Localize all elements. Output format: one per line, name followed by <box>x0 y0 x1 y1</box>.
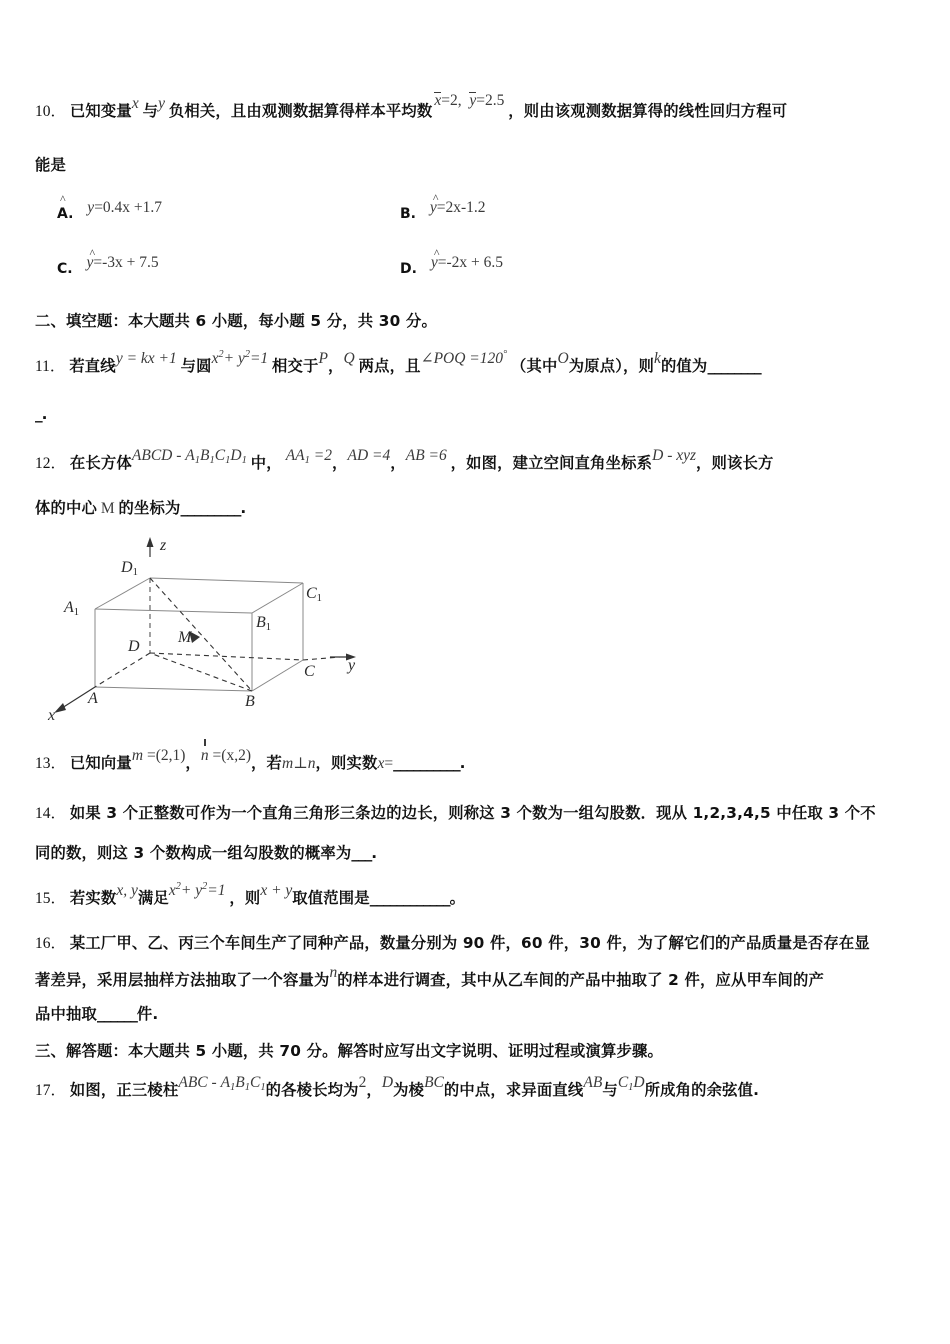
option-c-hat-y: y <box>86 254 94 271</box>
question-17-t7: 所成角的余弦值. <box>644 1081 760 1099</box>
option-d-key: D. <box>400 261 417 277</box>
option-b-key: B. <box>400 206 416 222</box>
question-16-line3 <box>35 1006 158 1023</box>
question-11-t7: 为原点），则 <box>568 357 655 375</box>
question-17-line-ab: AB <box>583 1074 603 1091</box>
sub-b1: 1 <box>209 455 215 466</box>
question-13-t2: ， <box>185 754 201 772</box>
vector-n-symbol: n <box>200 747 209 764</box>
prism-sub-c: 1 <box>260 1082 266 1093</box>
option-c-key: C. <box>57 261 73 277</box>
c1d-c: C <box>617 1074 629 1091</box>
question-10-number: 10． <box>35 103 67 120</box>
vertex-label-b: B <box>245 693 255 710</box>
question-12-point-m: M <box>100 500 115 517</box>
question-11-line2 <box>35 406 48 423</box>
angle-poq: ∠POQ =120 <box>420 350 504 367</box>
mean-y-symbol: y <box>469 92 477 109</box>
constraint-y-exp: 2 <box>202 881 208 892</box>
option-c[interactable] <box>57 246 159 277</box>
question-13-t4: ，则实数 <box>315 754 378 772</box>
option-d-hat-y: y <box>430 254 438 271</box>
question-11-blank[interactable]: ________ <box>707 357 761 375</box>
x-axis-arrow <box>54 703 66 713</box>
edge-d-c-hidden <box>150 653 303 660</box>
cuboid-coordinate-diagram <box>40 535 380 730</box>
question-11-t4: ， <box>328 357 344 375</box>
question-17-t1: 如图，正三棱柱 <box>69 1081 179 1099</box>
question-17 <box>35 1074 760 1099</box>
question-10-text-d: ，则由该观测数据算得的线性回归方程可 <box>508 102 788 120</box>
question-17-point-d: D <box>381 1074 394 1091</box>
mean-x-value: =2, <box>441 92 462 109</box>
option-a[interactable] <box>57 192 163 222</box>
b1-sub: 1 <box>265 622 272 633</box>
question-11-period: . <box>41 405 48 423</box>
point-label-m: M <box>178 629 192 646</box>
option-c-expression <box>86 246 159 271</box>
question-16-text-line1: 某工厂甲、乙、丙三个车间生产了同种产品，数量分别为 90 件，60 件，30 件，为了解它们的产品质量是否存在显 <box>69 934 870 952</box>
question-11-var-k: k <box>654 350 661 367</box>
question-11-origin: O <box>557 350 569 367</box>
question-16-line2 <box>35 964 825 989</box>
edge-c1-b1 <box>252 583 303 613</box>
question-12-blank[interactable]: _________ <box>180 499 241 517</box>
option-a-expr: =0.4x +1.7 <box>94 199 163 216</box>
question-13-t1: 已知向量 <box>69 754 132 772</box>
question-12-t1: 在长方体 <box>69 454 132 472</box>
question-11-t5: 两点，且 <box>358 357 421 375</box>
question-17-prism-name <box>178 1074 265 1091</box>
question-12-aa1 <box>286 447 332 464</box>
question-11-circle-equation <box>212 350 269 367</box>
question-14-text-line2: 同的数，则这 3 个数构成一组勾股数的概率为 <box>35 844 352 862</box>
c1-sub: 1 <box>316 593 322 604</box>
question-16-text-line2b: 的样本进行调查，其中从乙车间的产品中抽取了 2 件，应从甲车间的产 <box>337 971 825 989</box>
comma-1: ， <box>332 454 348 472</box>
constraint-x: x <box>168 882 176 899</box>
question-13-blank[interactable]: __________ <box>393 754 460 772</box>
question-12-t4: ，则该长方 <box>696 454 774 472</box>
option-d[interactable] <box>400 246 503 277</box>
edge-a1-d1 <box>95 578 150 609</box>
question-15-t1: 若实数 <box>69 889 117 907</box>
question-15-vars: x, y <box>116 882 138 899</box>
question-12-t6: 的坐标为 <box>118 499 181 517</box>
section-2-heading: 二、填空题：本大题共 6 小题，每小题 5 分，共 30 分。 <box>35 312 437 330</box>
d1-sub: 1 <box>132 567 138 578</box>
question-16-sample-size-n: n <box>329 964 338 981</box>
diagonal-d1-b <box>150 578 252 691</box>
option-a-expression <box>60 192 163 216</box>
vector-m-symbol: m <box>131 747 144 764</box>
edge-d-b-hidden <box>150 653 252 691</box>
solid-a1: A1B1C1D1 <box>185 447 247 466</box>
vertex-label-d1 <box>121 559 138 577</box>
vertex-label-d: D <box>128 638 140 655</box>
d1-base: D <box>121 559 133 576</box>
question-17-t4: 为棱 <box>393 1081 425 1099</box>
c1d-subscript: 1 <box>628 1082 634 1093</box>
hat-accent-c: ^ <box>89 246 96 260</box>
c1-base: C <box>306 585 317 602</box>
question-12-line1 <box>35 447 774 472</box>
option-d-expression <box>430 246 503 271</box>
question-10-sample-means <box>434 92 504 109</box>
option-a-key: A. <box>57 206 74 222</box>
sub-a1: 1 <box>194 455 201 466</box>
question-12-number: 12． <box>35 455 67 472</box>
question-17-edge-length: 2 <box>358 1074 367 1091</box>
question-11-angle <box>421 350 508 367</box>
question-11-t8: 的值为 <box>660 357 708 375</box>
a1-base: A <box>64 599 74 616</box>
question-15-period: 。 <box>449 889 466 907</box>
question-10-line1 <box>35 92 788 120</box>
constraint-y: + y <box>180 882 203 899</box>
vertex-label-a: A <box>88 690 98 707</box>
question-17-line-c1d <box>618 1074 645 1091</box>
question-11-point-p: P <box>318 350 329 367</box>
constraint-rhs: =1 <box>207 882 226 899</box>
question-13-m2: m <box>282 755 294 772</box>
question-13-perp-icon: ⊥ <box>293 755 308 772</box>
question-16-number: 16． <box>35 935 67 952</box>
b1-base: B <box>256 614 266 631</box>
edge-b1-a1 <box>95 609 252 613</box>
question-17-t3: ， <box>366 1081 382 1099</box>
edge-a-b <box>95 687 252 691</box>
question-14-period: . <box>371 844 378 862</box>
option-c-expr: =-3x + 7.5 <box>93 254 159 271</box>
question-12-line2 <box>35 500 246 517</box>
question-11-point-q: Q <box>343 350 355 367</box>
a1-sub: 1 <box>73 607 80 618</box>
edge-d-a-hidden <box>95 653 150 687</box>
vertex-label-a1 <box>64 599 79 617</box>
question-16-text-line2a: 著差异，采用层抽样方法抽取了一个容量为 <box>35 971 330 989</box>
question-17-edge-bc: BC <box>424 1074 444 1091</box>
aa1-label: AA <box>285 447 305 464</box>
question-11-line1 <box>35 349 761 375</box>
question-11-t1: 若直线 <box>69 357 116 375</box>
question-12-t5: 体的中心 <box>35 499 97 517</box>
question-13-number: 13． <box>35 755 67 772</box>
circle-y-exp: 2 <box>244 349 250 360</box>
question-12-solid-name <box>132 447 247 464</box>
vertex-label-c1 <box>306 585 322 603</box>
prism-sub-a: 1 <box>230 1082 236 1093</box>
axis-label-x: x <box>48 707 56 724</box>
aa1-value: =2 <box>313 447 332 464</box>
question-10-var-y: y <box>158 95 166 112</box>
question-12-t2: 中， <box>250 454 282 472</box>
question-12-period: . <box>240 499 247 517</box>
vector-n-value: =(x,2) <box>212 747 251 764</box>
question-11-number: 11． <box>35 358 66 375</box>
axis-label-y: y <box>348 657 356 674</box>
question-10-text-b: 与 <box>142 102 159 120</box>
question-15-objective: x + y <box>260 882 293 899</box>
prism-sub-b: 1 <box>244 1082 251 1093</box>
question-13-n2: n <box>307 755 316 772</box>
axis-label-z: z <box>160 537 167 554</box>
question-15 <box>35 881 466 907</box>
option-b[interactable] <box>400 191 486 222</box>
question-14-blank[interactable]: ___ <box>351 844 372 862</box>
question-12-t3: ，如图，建立空间直角坐标系 <box>450 454 653 472</box>
question-11-t6: （其中 <box>511 357 558 375</box>
option-d-expr: =-2x + 6.5 <box>437 254 503 271</box>
question-13-vector-n <box>201 747 251 764</box>
question-15-constraint <box>169 882 226 899</box>
question-10-var-x: x <box>131 95 139 112</box>
prism-a1b1c1: A1B1C1 <box>220 1074 266 1093</box>
vertex-label-c: C <box>304 663 315 680</box>
z-axis-arrow <box>147 537 154 547</box>
c1d-d: D <box>633 1074 645 1091</box>
question-13 <box>35 747 466 772</box>
question-12-coord-system: D - xyz <box>652 447 697 464</box>
hat-accent-b: ^ <box>432 191 439 205</box>
mean-y-value: =2.5 <box>476 92 505 109</box>
question-14-line2 <box>35 845 377 862</box>
vector-m-value: =(2,1) <box>146 747 186 764</box>
question-13-period: . <box>459 754 466 772</box>
question-13-vector-m <box>132 747 186 764</box>
question-17-t2: 的各棱长均为 <box>265 1081 359 1099</box>
question-13-var-x: x <box>377 755 385 772</box>
question-15-blank[interactable]: ____________ <box>369 889 450 907</box>
question-14-number: 14． <box>35 805 67 822</box>
question-15-number: 15． <box>35 890 67 907</box>
prism-abc: ABC - <box>178 1074 217 1091</box>
question-14-text-line1: 如果 3 个正整数可作为一个直角三角形三条边的边长，则称这 3 个数为一组勾股数．现从 1,2,3,4,5 中任取 3 个不 <box>69 804 876 822</box>
option-a-hat-y: y <box>87 199 95 216</box>
edge-b-c <box>252 660 303 691</box>
question-10-text-a: 已知变量 <box>69 102 132 120</box>
question-12-ab: AB =6 <box>405 447 447 464</box>
edge-d1-c1 <box>150 578 303 583</box>
question-16-blank[interactable]: ______ <box>97 1005 137 1023</box>
circle-x: x <box>211 350 219 367</box>
solid-abcd: ABCD - <box>131 447 182 464</box>
question-16-text-line3a: 品中抽取 <box>35 1005 97 1023</box>
question-17-number: 17． <box>35 1082 67 1099</box>
circle-x-exp: 2 <box>218 349 224 360</box>
question-17-t5: 的中点，求异面直线 <box>443 1081 584 1099</box>
question-10-text-c: 负相关，且由观测数据算得样本平均数 <box>168 102 433 120</box>
vertex-label-b1 <box>256 614 271 632</box>
sub-c1: 1 <box>225 455 231 466</box>
hat-accent-d: ^ <box>433 246 440 260</box>
sub-d1: 1 <box>241 455 247 466</box>
question-13-equals: = <box>384 755 394 772</box>
mean-x-symbol: x <box>434 92 442 109</box>
option-b-expr: =2x-1.2 <box>436 199 486 216</box>
question-13-t3: ，若 <box>251 754 282 772</box>
question-11-t3: 相交于 <box>272 357 319 375</box>
aa1-subscript: 1 <box>304 455 310 466</box>
question-16-line1 <box>35 935 870 952</box>
question-11-blank-wrap[interactable]: _ <box>35 405 42 423</box>
question-14-line1 <box>35 805 876 822</box>
constraint-x-exp: 2 <box>175 881 181 892</box>
section-3-heading: 三、解答题：本大题共 5 小题，共 70 分。解答时应写出文字说明、证明过程或演算步骤。 <box>35 1042 664 1060</box>
question-15-t4: 取值范围是 <box>292 889 370 907</box>
hat-accent-a: ^ <box>60 192 66 206</box>
circle-y: + y <box>223 350 245 367</box>
option-b-expression <box>429 191 486 216</box>
question-11-t2: 与圆 <box>180 357 212 375</box>
comma-2: ， <box>390 454 406 472</box>
question-16-text-line3b: 件. <box>136 1005 159 1023</box>
circle-rhs: =1 <box>249 350 269 367</box>
question-17-t6: 与 <box>602 1081 618 1099</box>
question-10-line2: 能是 <box>35 156 66 174</box>
question-15-t2: 满足 <box>137 889 169 907</box>
question-15-t3: ，则 <box>229 889 261 907</box>
question-12-ad: AD =4 <box>347 447 391 464</box>
question-11-line-equation: y = kx +1 <box>115 350 177 367</box>
option-b-hat-y: y <box>429 199 437 216</box>
degree-symbol: ° <box>503 349 508 360</box>
